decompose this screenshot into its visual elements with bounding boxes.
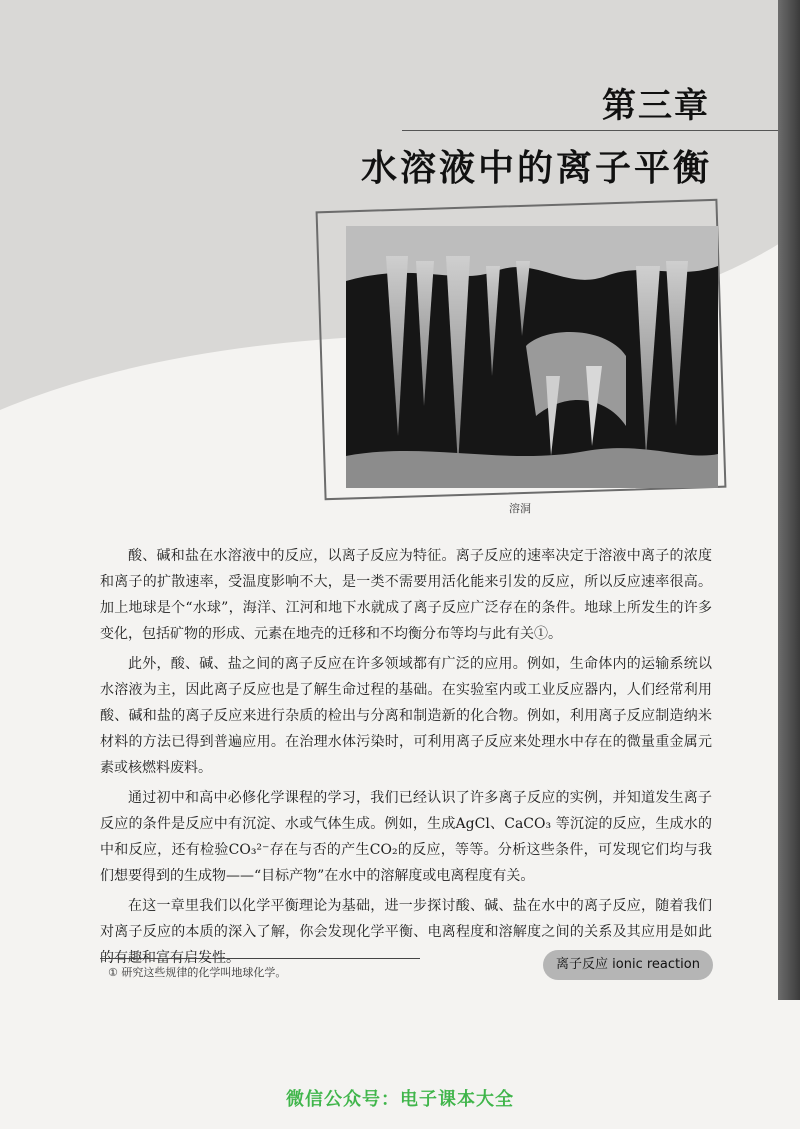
keyword-badge: 离子反应 ionic reaction xyxy=(543,950,713,980)
paragraph-4: 在这一章里我们以化学平衡理论为基础，进一步探讨酸、碱、盐在水中的离子反应，随着我们对离子反应的本质的深入了解，你会发现化学平衡、电离程度和溶解度之间的关系及其应用是如此的有趣和富有启发性。 xyxy=(100,898,712,966)
photo-caption: 溶洞 xyxy=(509,502,531,515)
title-divider xyxy=(402,130,778,131)
paragraph-2: 此外，酸、碱、盐之间的离子反应在许多领域都有广泛的应用。例如，生命体内的运输系统以水溶液为主，因此离子反应也是了解生命过程的基础。在实验室内或工业反应器内，人们经常利用酸、碱和盐的离子反应来进行杂质的检出与分离和制造新的化合物。例如，利用离子反应制造纳米材料的方法已得到普遍应用。在治理水体污染时，可利用离子反应来处理水中存在的微量重金属元素或核燃料废料。 xyxy=(100,656,712,776)
footnote: ① 研究这些规律的化学叫地球化学。 xyxy=(108,966,287,979)
chapter-intro-text xyxy=(100,543,712,971)
chapter-title: 水溶液中的离子平衡 xyxy=(360,148,712,189)
chapter-number: 第三章 xyxy=(602,86,710,126)
chapter-side-tab xyxy=(778,0,800,1000)
cave-illustration xyxy=(346,226,718,488)
watermark-text: 微信公众号：电子课本大全 xyxy=(286,1089,514,1110)
paragraph-1: 酸、碱和盐在水溶液中的反应，以离子反应为特征。离子反应的速率决定于溶液中离子的浓度和离子的扩散速率，受温度影响不大，是一类不需要用活化能来引发的反应，所以反应速率很高。加上地球是个“水球”，海洋、江河和地下水就成了离子反应广泛存在的条件。地球上所发生的许多变化，包括矿物的形成、元素在地壳的迁移和不均衡分布等均与此有关①。 xyxy=(100,548,712,642)
footnote-divider xyxy=(100,958,420,959)
cave-photo xyxy=(346,226,718,488)
paragraph-3: 通过初中和高中必修化学课程的学习，我们已经认识了许多离子反应的实例，并知道发生离子反应的条件是反应中有沉淀、水或气体生成。例如，生成AgCl、CaCO₃ 等沉淀的反应，生成水的中和反应，还有检验CO₃²⁻存在与否的产生CO₂的反应，等等。分析这些条件，可发现它们均与我们想要得到的生成物——“目标产物”在水中的溶解度或电离程度有关。 xyxy=(100,790,712,884)
